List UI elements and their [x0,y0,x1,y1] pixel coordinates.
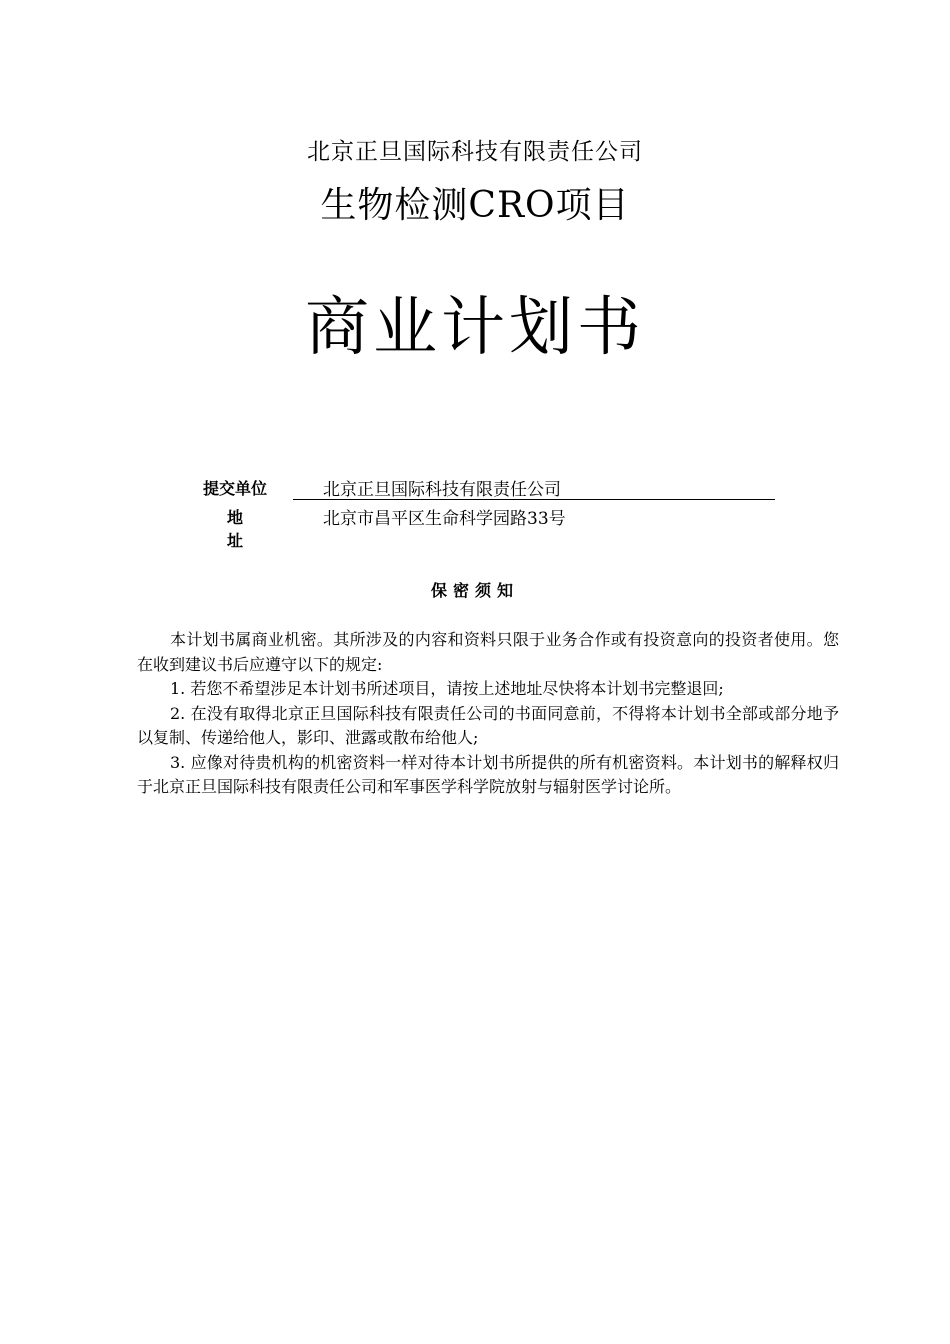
notice-paragraph: 本计划书属商业机密。其所涉及的内容和资料只限于业务合作或有投资意向的投资者使用。您在收到建议书后应遵守以下的规定: [137,630,839,674]
document-title: 商业计划书 [305,291,645,365]
address-value: 北京市昌平区生命科学园路33号 [323,509,566,529]
project-name: 生物检测CRO项目 [320,185,630,226]
address-row [190,503,775,550]
submitter-label: 提交单位 [202,479,267,498]
submitter-row [190,474,775,500]
confidentiality-body [137,628,839,800]
submitter-value: 北京正旦国际科技有限责任公司 [293,475,775,500]
confidentiality-heading: 保密须知 [430,581,519,600]
company-name: 北京正旦国际科技有限责任公司 [307,139,643,165]
notice-paragraph: 1. 若您不希望涉足本计划书所述项目，请按上述地址尽快将本计划书完整退回; [170,679,724,698]
notice-paragraph: 3. 应像对待贵机构的机密资料一样对待本计划书所提供的所有机密资料。本计划书的解释权归于北京正旦国际科技有限责任公司和军事医学科学院放射与辐射医学讨论所。 [137,752,839,796]
notice-paragraph: 2. 在没有取得北京正旦国际科技有限责任公司的书面同意前，不得将本计划书全部或部分地予以复制、传递给他人，影印、泄露或散布给他人; [137,703,839,747]
address-label: 地 址 [226,508,261,550]
